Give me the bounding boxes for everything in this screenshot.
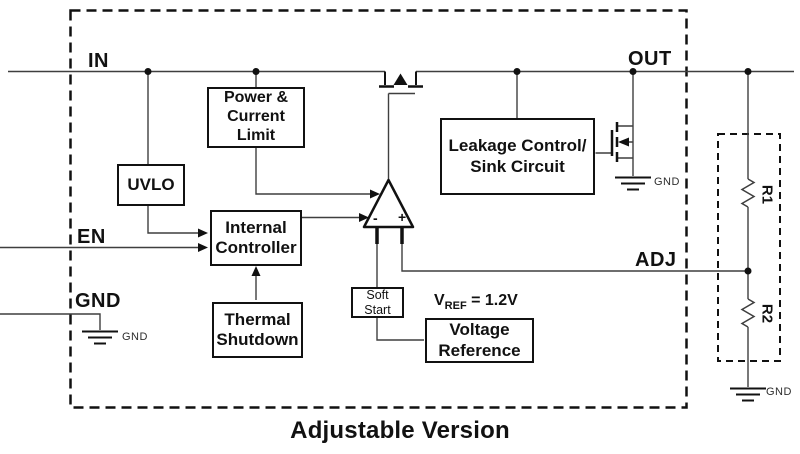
block-thermal-shutdown: Thermal Shutdown: [212, 302, 303, 358]
gnd-label-pin: GND: [122, 331, 148, 343]
block-internal-controller: Internal Controller: [210, 210, 302, 266]
ground-icon-divider: [730, 389, 766, 401]
ground-icon-gnd-pin: [82, 332, 118, 344]
gnd-label-divider: GND: [766, 386, 792, 398]
vref-subscript: REF: [444, 300, 467, 313]
resistor-r1-icon: [742, 179, 754, 207]
block-leakage-control: Leakage Control/ Sink Circuit: [440, 118, 595, 195]
wire-nmos-source-to-gnd: [617, 158, 633, 176]
wire-adj-line: [402, 244, 748, 271]
wire-nmos-drain: [617, 72, 633, 127]
wire-softstart-to-vref: [377, 318, 424, 341]
wire-uvlo-to-controller: [148, 206, 198, 233]
gnd-label-nmos: GND: [654, 176, 680, 188]
pin-label-gnd: GND: [75, 290, 121, 312]
block-uvlo: UVLO: [117, 164, 185, 206]
opamp-minus-sign: -: [373, 210, 378, 226]
arrow-en-in: [198, 243, 208, 252]
resistor-r2-label: R2: [758, 303, 776, 324]
block-power-current-limit: Power & Current Limit: [207, 87, 305, 148]
ground-icon-nmos: [615, 178, 651, 190]
opamp-plus-sign: +: [398, 209, 407, 225]
resistor-r2-icon: [742, 299, 754, 327]
pin-label-en: EN: [77, 226, 106, 248]
block-voltage-reference: Voltage Reference: [425, 318, 534, 363]
wire-power-limit-to-opamp: [256, 148, 370, 194]
nmos-sink-icon: [612, 122, 629, 162]
wire-gnd-input: [0, 314, 100, 330]
resistor-r1-label: R1: [758, 184, 776, 205]
diagram-title: Adjustable Version: [290, 417, 510, 444]
block-soft-start: Soft Start: [351, 287, 404, 318]
vref-annotation: $V_{REF} = 1.2V$: [434, 292, 518, 313]
pin-label-in: IN: [88, 50, 109, 72]
pass-fet-icon: [379, 72, 423, 87]
arrow-uvlo-in: [198, 229, 208, 238]
wire-nmos-body: [629, 126, 633, 158]
pin-label-adj: ADJ: [635, 249, 677, 271]
pin-label-out: OUT: [628, 48, 672, 70]
ground-icons: [82, 178, 766, 401]
arrow-thermal-up: [252, 266, 261, 276]
wires: [0, 72, 794, 388]
